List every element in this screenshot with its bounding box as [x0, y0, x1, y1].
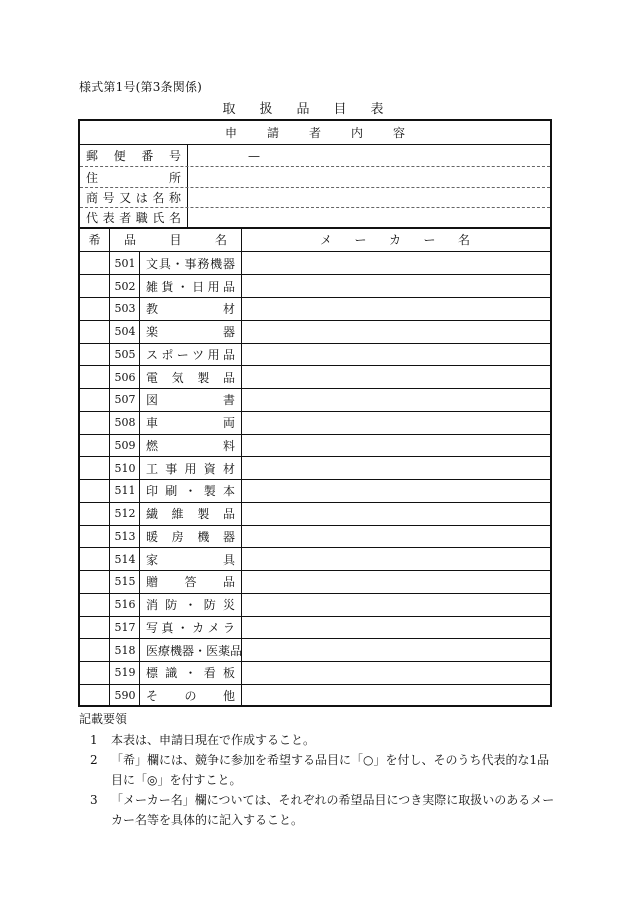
check-cell[interactable]	[80, 593, 109, 616]
item-name: 繊 維 製 品	[146, 507, 235, 522]
maker-cell[interactable]	[242, 298, 550, 321]
representative-label: 代 表 者 職 氏 名	[86, 211, 181, 225]
check-cell[interactable]	[80, 343, 109, 366]
applicant-section-header: 申請者内容	[224, 126, 435, 140]
maker-cell[interactable]	[242, 662, 550, 685]
item-code: 503	[114, 302, 136, 316]
instruction-text: 「希」欄には、競争に参加を希望する品目に「○」を付し、そのうち代表的な1品目に「◎」を付すこと。	[111, 753, 550, 787]
check-cell[interactable]	[80, 684, 109, 707]
item-name: 工 事 用 資 材	[146, 461, 235, 476]
header-maker-name: メ ー カ ー 名	[320, 233, 470, 247]
document-title: 取扱品目表	[222, 102, 408, 117]
address-label: 住 所	[86, 171, 181, 185]
maker-cell[interactable]	[242, 389, 550, 412]
company-name-field[interactable]	[188, 187, 550, 208]
check-cell[interactable]	[80, 525, 109, 548]
address-field[interactable]	[188, 167, 550, 188]
check-cell[interactable]	[80, 275, 109, 298]
maker-cell[interactable]	[242, 639, 550, 662]
header-check: 希	[88, 233, 101, 247]
instruction-text: 「メーカー名」欄については、それぞれの希望品目につき実際に取扱いのあるメーカー名等を具体的に記入すること。	[111, 793, 555, 827]
instruction-number: 2	[90, 753, 98, 767]
check-cell[interactable]	[80, 320, 109, 343]
maker-cell[interactable]	[242, 480, 550, 503]
maker-cell[interactable]	[242, 684, 550, 707]
maker-cell[interactable]	[242, 525, 550, 548]
item-code: 509	[114, 438, 136, 452]
form-number: 様式第1号(第3条関係)	[79, 80, 203, 94]
item-name: そ の 他	[146, 689, 235, 704]
item-code: 518	[114, 643, 136, 657]
representative-field[interactable]	[188, 207, 550, 228]
item-code: 504	[114, 325, 136, 339]
check-cell[interactable]	[80, 389, 109, 412]
company-name-label: 商 号 又 は 名 称	[86, 191, 181, 205]
item-code: 517	[114, 620, 136, 634]
check-cell[interactable]	[80, 411, 109, 434]
item-name: 図 書	[146, 393, 235, 408]
item-name: 標 識 ・ 看 板	[146, 666, 235, 681]
item-name: 楽 器	[146, 325, 235, 340]
maker-cell[interactable]	[242, 502, 550, 525]
item-code: 515	[114, 575, 136, 589]
check-cell[interactable]	[80, 616, 109, 639]
item-name: 文 具 ・ 事 務 機 器	[146, 256, 235, 271]
item-name: 燃 料	[146, 438, 235, 453]
maker-cell[interactable]	[242, 343, 550, 366]
check-cell[interactable]	[80, 502, 109, 525]
item-name: 写 真 ・ カ メ ラ	[146, 620, 235, 635]
check-cell[interactable]	[80, 571, 109, 594]
item-name: ス ポ ー ツ 用 品	[146, 347, 235, 362]
maker-cell[interactable]	[242, 320, 550, 343]
check-cell[interactable]	[80, 252, 109, 275]
item-code: 507	[114, 393, 136, 407]
item-name: 車 両	[146, 416, 235, 431]
check-cell[interactable]	[80, 457, 109, 480]
maker-cell[interactable]	[242, 275, 550, 298]
item-code: 508	[114, 416, 136, 430]
instruction-item	[79, 790, 559, 830]
check-cell[interactable]	[80, 366, 109, 389]
item-code: 502	[114, 279, 136, 293]
maker-cell[interactable]	[242, 616, 550, 639]
maker-cell[interactable]	[242, 571, 550, 594]
item-code: 519	[114, 666, 136, 680]
postal-code-field[interactable]: —	[248, 148, 260, 163]
item-name: 雑 貨 ・ 日 用 品	[146, 279, 235, 294]
item-code: 501	[114, 256, 136, 270]
item-code: 516	[114, 598, 136, 612]
instructions	[79, 709, 559, 830]
item-name: 暖 房 機 器	[146, 529, 235, 544]
maker-cell[interactable]	[242, 548, 550, 571]
item-code: 513	[114, 529, 136, 543]
maker-cell[interactable]	[242, 411, 550, 434]
header-item-name: 品 目 名	[124, 233, 227, 247]
item-name: 贈 答 品	[146, 575, 235, 590]
item-code: 506	[114, 370, 136, 384]
instruction-item	[79, 730, 559, 750]
item-code: 512	[114, 507, 136, 521]
instruction-item	[79, 750, 559, 790]
instruction-number: 1	[90, 733, 98, 747]
maker-cell[interactable]	[242, 593, 550, 616]
instruction-number: 3	[90, 793, 98, 807]
item-name: 家 具	[146, 552, 235, 567]
item-name: 教 材	[146, 302, 235, 317]
item-name: 電 気 製 品	[146, 370, 235, 385]
item-code: 514	[114, 552, 136, 566]
maker-cell[interactable]	[242, 434, 550, 457]
check-cell[interactable]	[80, 662, 109, 685]
maker-cell[interactable]	[242, 252, 550, 275]
check-cell[interactable]	[80, 298, 109, 321]
instructions-title: 記載要領	[79, 712, 128, 726]
item-code: 510	[114, 461, 136, 475]
check-cell[interactable]	[80, 480, 109, 503]
item-name: 医 療 機 器 ・ 医 薬 品	[146, 643, 243, 658]
postal-code-label: 郵 便 番 号	[86, 149, 181, 163]
maker-cell[interactable]	[242, 366, 550, 389]
check-cell[interactable]	[80, 639, 109, 662]
check-cell[interactable]	[80, 548, 109, 571]
item-code: 511	[114, 484, 136, 498]
item-list-form	[78, 119, 552, 707]
item-code: 590	[114, 689, 136, 703]
item-name: 印 刷 ・ 製 本	[146, 484, 235, 499]
item-code: 505	[114, 347, 136, 361]
instruction-text: 本表は、申請日現在で作成すること。	[111, 733, 316, 747]
maker-cell[interactable]	[242, 457, 550, 480]
item-name: 消 防 ・ 防 災	[146, 598, 235, 613]
check-cell[interactable]	[80, 434, 109, 457]
